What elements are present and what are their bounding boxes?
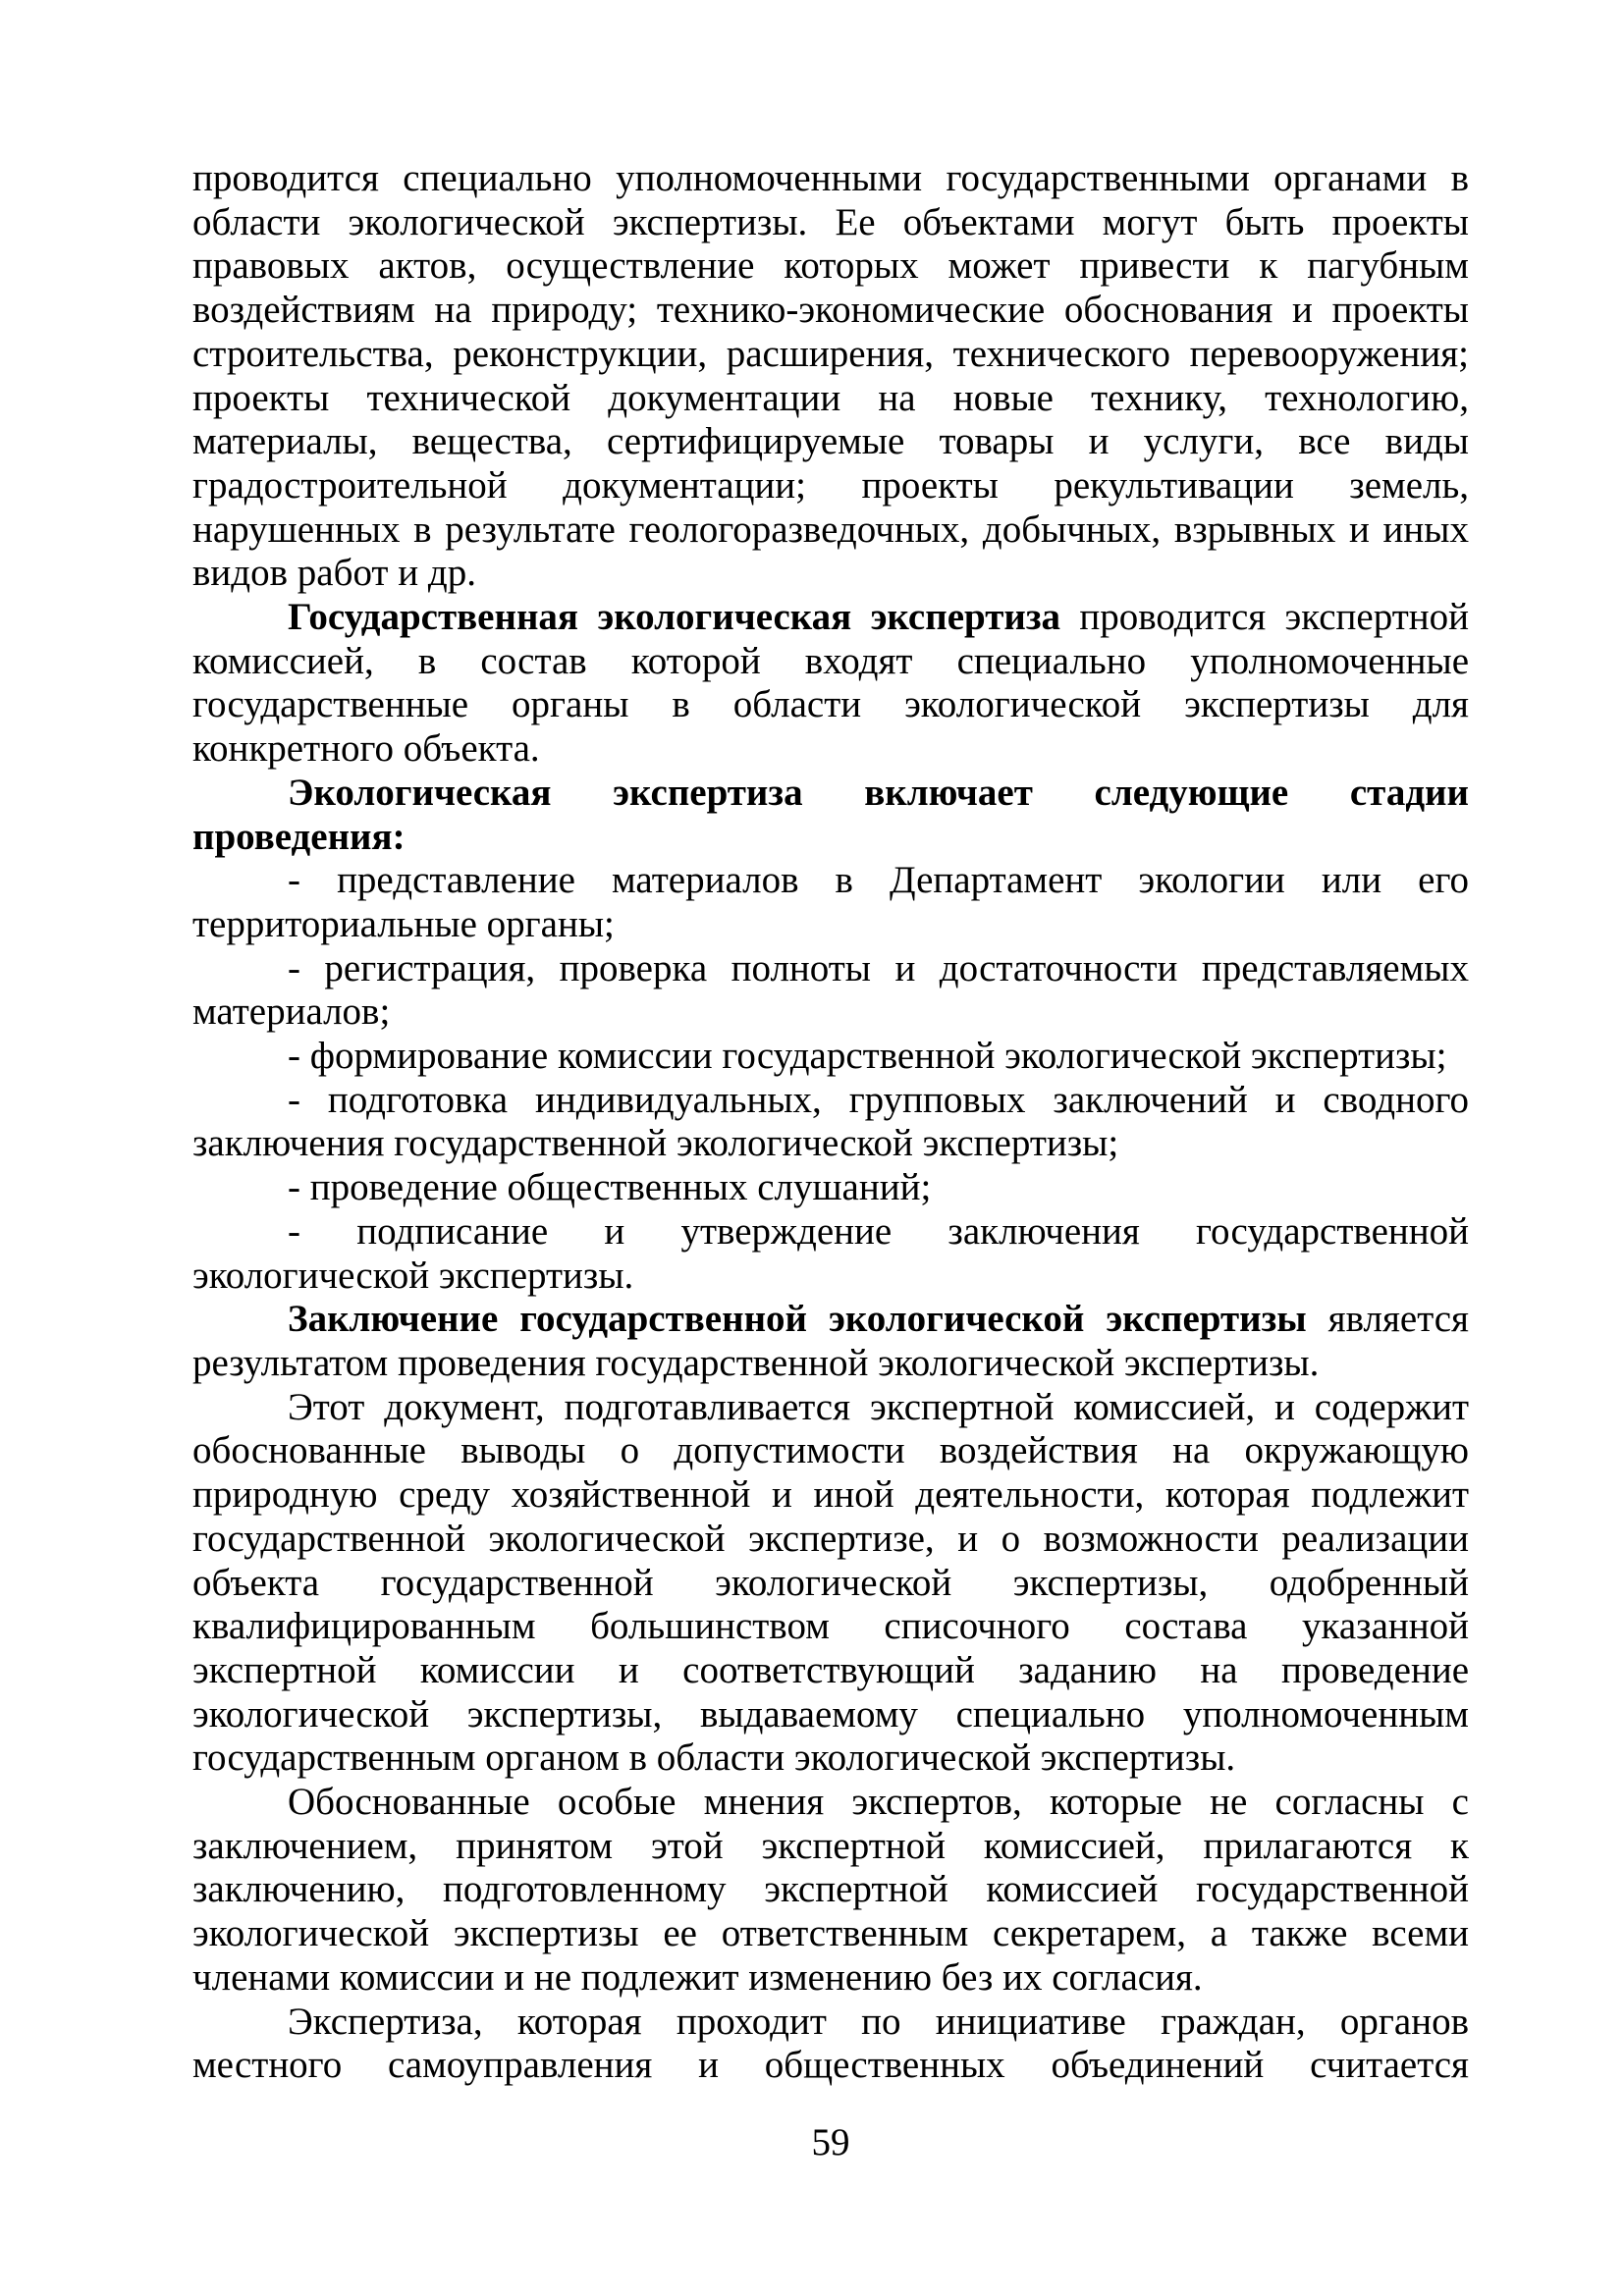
list-item-signing-approval (192, 1210, 1469, 1298)
paragraph-text: - представление материалов в Департамент экологии или его территориальные органы; (192, 859, 1469, 945)
paragraph-text: - регистрация, проверка полноты и достаточности представляемых материалов; (192, 946, 1469, 1034)
paragraph-lead-bold: Экологическая экспертиза включает следующие стадии проведения: (192, 771, 1469, 858)
list-item-commission-formation (192, 1035, 1469, 1079)
paragraph-continuation (192, 157, 1469, 596)
list-item-registration (192, 947, 1469, 1035)
paragraph-text: - подготовка индивидуальных, групповых заключений и сводного заключения государственной экологической экспертизы; (192, 1078, 1469, 1165)
list-item-submission (192, 859, 1469, 946)
paragraph-expertise-conclusion (192, 1298, 1469, 1385)
list-item-public-hearings (192, 1166, 1469, 1210)
paragraph-lead-bold: Заключение государственной экологической экспертизы (288, 1298, 1307, 1341)
paragraph-text: - подписание и утверждение заключения государственной экологической экспертизы. (192, 1209, 1469, 1297)
paragraph-document-contents (192, 1386, 1469, 1781)
paragraph-lead-bold: Государственная экологическая экспертиза (288, 596, 1061, 639)
text-block (192, 157, 1469, 2088)
paragraph-text: проводится экспертной комиссией, в состав которой входят специально уполномоченные государственные органы в области экологической экспертизы для конкретного объекта. (192, 596, 1470, 771)
paragraph-text: Этот документ, подготавливается экспертной комиссией, и содержит обоснованные выводы о допустимости воздействия на окружающую природную среду хозяйственной и иной деятельности, которая подлежит государственной экологической экспертизе, и о возможности реализации объекта государственной экологической экспертизы, одобренный квалифицированным большинством списочного состава указанной экспертной комиссии и соответствующий заданию на проведение экологической экспертизы, выдаваемому специально уполномоченным государственным органом в области экологической экспертизы. (192, 1385, 1469, 1780)
page-number: 59 (811, 2121, 850, 2163)
paragraph-text: Обоснованные особые мнения экспертов, которые не согласны с заключением, принятом этой экспертной комиссией, прилагаются к заключению, подготовленному экспертной комиссией государственной экологической экспертизы ее ответственным секретарем, а также всеми членами комиссии и не подлежит изменению без их согласия. (192, 1781, 1469, 1999)
paragraph-citizen-initiative (192, 2001, 1469, 2088)
paragraph-state-ecological-expertise (192, 596, 1469, 772)
list-item-preparation-of-conclusions (192, 1079, 1469, 1166)
heading-expertise-stages (192, 772, 1469, 859)
paragraph-text: проводится специально уполномоченными государственными органами в области экологической экспертизы. Ее объектами могут быть проекты правовых актов, осуществление которых может привести к пагубным воздействиям на природу; технико-экономические обоснования и проекты строительства, реконструкции, расширения, технического перевооружения; проекты технической документации на новые технику, технологию, материалы, вещества, сертифицируемые товары и услуги, все виды градостроительной документации; проекты рекультивации земель, нарушенных в результате геологоразведочных, добычных, взрывных и иных видов работ и др. (192, 157, 1469, 595)
paragraph-text: - проведение общественных слушаний; (288, 1166, 932, 1209)
paragraph-text: является результатом проведения государственной экологической экспертизы. (192, 1298, 1469, 1384)
paragraph-text: Экспертиза, которая проходит по инициативе граждан, органов местного самоуправления и общественных объединений считается (192, 2000, 1469, 2087)
paragraph-dissenting-opinions (192, 1781, 1469, 2001)
paragraph-text: - формирование комиссии государственной экологической экспертизы; (288, 1035, 1447, 1078)
